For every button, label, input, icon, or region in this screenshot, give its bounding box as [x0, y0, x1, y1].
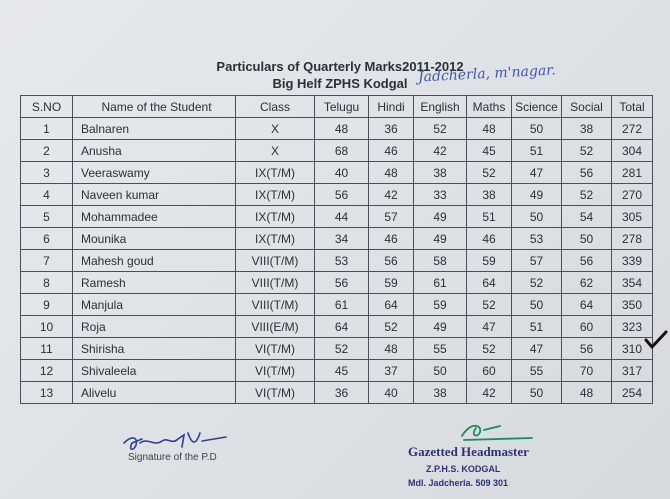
cell-class: VIII(T/M) [236, 294, 315, 316]
cell-social: 56 [562, 338, 612, 360]
cell-english: 33 [414, 184, 467, 206]
table-row [21, 382, 653, 404]
cell-class: IX(T/M) [236, 206, 315, 228]
table-row [21, 184, 653, 206]
cell-social: 60 [562, 316, 612, 338]
cell-sno: 2 [21, 140, 73, 162]
cell-student-name: Alivelu [73, 382, 236, 404]
table-row [21, 360, 653, 382]
cell-class: VIII(T/M) [236, 250, 315, 272]
cell-hindi: 42 [369, 184, 414, 206]
cell-hindi: 40 [369, 382, 414, 404]
stamp-address: Mdl. Jadcherla. 509 301 [408, 478, 509, 488]
cell-hindi: 52 [369, 316, 414, 338]
cell-sno: 6 [21, 228, 73, 250]
cell-total: 304 [612, 140, 653, 162]
cell-telugu: 61 [315, 294, 369, 316]
document-title: Particulars of Quarterly Marks2011-2012 [216, 59, 464, 74]
cell-telugu: 36 [315, 382, 369, 404]
cell-maths: 38 [467, 184, 512, 206]
cell-science: 50 [512, 382, 562, 404]
marks-table [20, 95, 653, 404]
cell-english: 59 [414, 294, 467, 316]
cell-total: 350 [612, 294, 653, 316]
cell-maths: 64 [467, 272, 512, 294]
cell-sno: 11 [21, 338, 73, 360]
cell-sno: 10 [21, 316, 73, 338]
column-header-social: Social [562, 96, 612, 118]
cell-hindi: 64 [369, 294, 414, 316]
cell-english: 55 [414, 338, 467, 360]
cell-science: 51 [512, 140, 562, 162]
cell-social: 70 [562, 360, 612, 382]
cell-english: 38 [414, 162, 467, 184]
cell-student-name: Mounika [73, 228, 236, 250]
cell-english: 42 [414, 140, 467, 162]
cell-sno: 12 [21, 360, 73, 382]
table-row [21, 250, 653, 272]
cell-science: 57 [512, 250, 562, 272]
cell-science: 50 [512, 118, 562, 140]
cell-social: 52 [562, 140, 612, 162]
cell-science: 52 [512, 272, 562, 294]
cell-class: VI(T/M) [236, 338, 315, 360]
column-header-maths: Maths [467, 96, 512, 118]
cell-english: 61 [414, 272, 467, 294]
table-header-row [21, 96, 653, 118]
cell-social: 50 [562, 228, 612, 250]
column-header-telugu: Telugu [315, 96, 369, 118]
cell-total: 305 [612, 206, 653, 228]
cell-sno: 3 [21, 162, 73, 184]
cell-social: 56 [562, 250, 612, 272]
cell-hindi: 57 [369, 206, 414, 228]
cell-telugu: 52 [315, 338, 369, 360]
cell-english: 49 [414, 206, 467, 228]
cell-social: 38 [562, 118, 612, 140]
cell-sno: 8 [21, 272, 73, 294]
cell-english: 49 [414, 228, 467, 250]
school-name: Big Helf ZPHS Kodgal [272, 76, 408, 91]
stamp-school: Z.P.H.S. KODGAL [426, 464, 501, 474]
cell-hindi: 37 [369, 360, 414, 382]
cell-science: 49 [512, 184, 562, 206]
table-row [21, 140, 653, 162]
cell-total: 254 [612, 382, 653, 404]
cell-social: 62 [562, 272, 612, 294]
column-header-total: Total [612, 96, 653, 118]
cell-class: VI(T/M) [236, 360, 315, 382]
cell-student-name: Mahesh goud [73, 250, 236, 272]
cell-total: 281 [612, 162, 653, 184]
cell-student-name: Anusha [73, 140, 236, 162]
cell-telugu: 48 [315, 118, 369, 140]
cell-telugu: 53 [315, 250, 369, 272]
cell-class: IX(T/M) [236, 162, 315, 184]
cell-maths: 52 [467, 338, 512, 360]
cell-english: 50 [414, 360, 467, 382]
cell-sno: 7 [21, 250, 73, 272]
cell-student-name: Mohammadee [73, 206, 236, 228]
cell-student-name: Roja [73, 316, 236, 338]
cell-science: 50 [512, 294, 562, 316]
cell-hindi: 46 [369, 228, 414, 250]
column-header-name: Name of the Student [73, 96, 236, 118]
cell-science: 50 [512, 206, 562, 228]
table-row [21, 228, 653, 250]
cell-telugu: 68 [315, 140, 369, 162]
cell-telugu: 40 [315, 162, 369, 184]
cell-student-name: Shivaleela [73, 360, 236, 382]
cell-maths: 52 [467, 162, 512, 184]
cell-total: 323 [612, 316, 653, 338]
cell-sno: 5 [21, 206, 73, 228]
cell-total: 317 [612, 360, 653, 382]
cell-sno: 9 [21, 294, 73, 316]
cell-class: VIII(T/M) [236, 272, 315, 294]
marks-table-body [21, 118, 653, 404]
cell-class: VI(T/M) [236, 382, 315, 404]
cell-telugu: 45 [315, 360, 369, 382]
stamp-title: Gazetted Headmaster [408, 444, 529, 459]
cell-telugu: 34 [315, 228, 369, 250]
cell-social: 56 [562, 162, 612, 184]
cell-telugu: 44 [315, 206, 369, 228]
table-row [21, 316, 653, 338]
cell-telugu: 56 [315, 272, 369, 294]
cell-english: 58 [414, 250, 467, 272]
headmaster-stamp [404, 420, 554, 492]
cell-hindi: 46 [369, 140, 414, 162]
table-row [21, 272, 653, 294]
check-mark-icon [644, 330, 668, 350]
cell-total: 339 [612, 250, 653, 272]
cell-social: 48 [562, 382, 612, 404]
table-row [21, 162, 653, 184]
cell-student-name: Veeraswamy [73, 162, 236, 184]
column-header-english: English [414, 96, 467, 118]
cell-maths: 42 [467, 382, 512, 404]
cell-hindi: 56 [369, 250, 414, 272]
cell-social: 52 [562, 184, 612, 206]
cell-science: 53 [512, 228, 562, 250]
cell-social: 54 [562, 206, 612, 228]
cell-class: X [236, 118, 315, 140]
cell-science: 51 [512, 316, 562, 338]
cell-class: IX(T/M) [236, 228, 315, 250]
cell-student-name: Balnaren [73, 118, 236, 140]
cell-english: 49 [414, 316, 467, 338]
cell-class: X [236, 140, 315, 162]
column-header-sno: S.NO [21, 96, 73, 118]
cell-student-name: Manjula [73, 294, 236, 316]
cell-maths: 51 [467, 206, 512, 228]
handwritten-location-note: Jadcherla, m'nagar. [417, 62, 557, 86]
table-row [21, 294, 653, 316]
cell-total: 272 [612, 118, 653, 140]
cell-sno: 13 [21, 382, 73, 404]
cell-science: 47 [512, 162, 562, 184]
column-header-hindi: Hindi [369, 96, 414, 118]
cell-student-name: Shirisha [73, 338, 236, 360]
cell-social: 64 [562, 294, 612, 316]
cell-total: 278 [612, 228, 653, 250]
pd-signature-label: Signature of the P.D [128, 452, 217, 463]
cell-maths: 45 [467, 140, 512, 162]
cell-hindi: 59 [369, 272, 414, 294]
cell-telugu: 56 [315, 184, 369, 206]
cell-sno: 4 [21, 184, 73, 206]
cell-maths: 46 [467, 228, 512, 250]
cell-english: 38 [414, 382, 467, 404]
cell-maths: 59 [467, 250, 512, 272]
cell-hindi: 36 [369, 118, 414, 140]
cell-science: 47 [512, 338, 562, 360]
cell-class: IX(T/M) [236, 184, 315, 206]
table-row [21, 338, 653, 360]
cell-science: 55 [512, 360, 562, 382]
cell-class: VIII(E/M) [236, 316, 315, 338]
cell-total: 310 [612, 338, 653, 360]
column-header-class: Class [236, 96, 315, 118]
cell-total: 270 [612, 184, 653, 206]
table-row [21, 118, 653, 140]
cell-telugu: 64 [315, 316, 369, 338]
cell-maths: 60 [467, 360, 512, 382]
cell-sno: 1 [21, 118, 73, 140]
cell-hindi: 48 [369, 338, 414, 360]
cell-total: 354 [612, 272, 653, 294]
table-row [21, 206, 653, 228]
column-header-science: Science [512, 96, 562, 118]
cell-maths: 52 [467, 294, 512, 316]
cell-maths: 47 [467, 316, 512, 338]
cell-english: 52 [414, 118, 467, 140]
cell-hindi: 48 [369, 162, 414, 184]
cell-maths: 48 [467, 118, 512, 140]
cell-student-name: Naveen kumar [73, 184, 236, 206]
cell-student-name: Ramesh [73, 272, 236, 294]
